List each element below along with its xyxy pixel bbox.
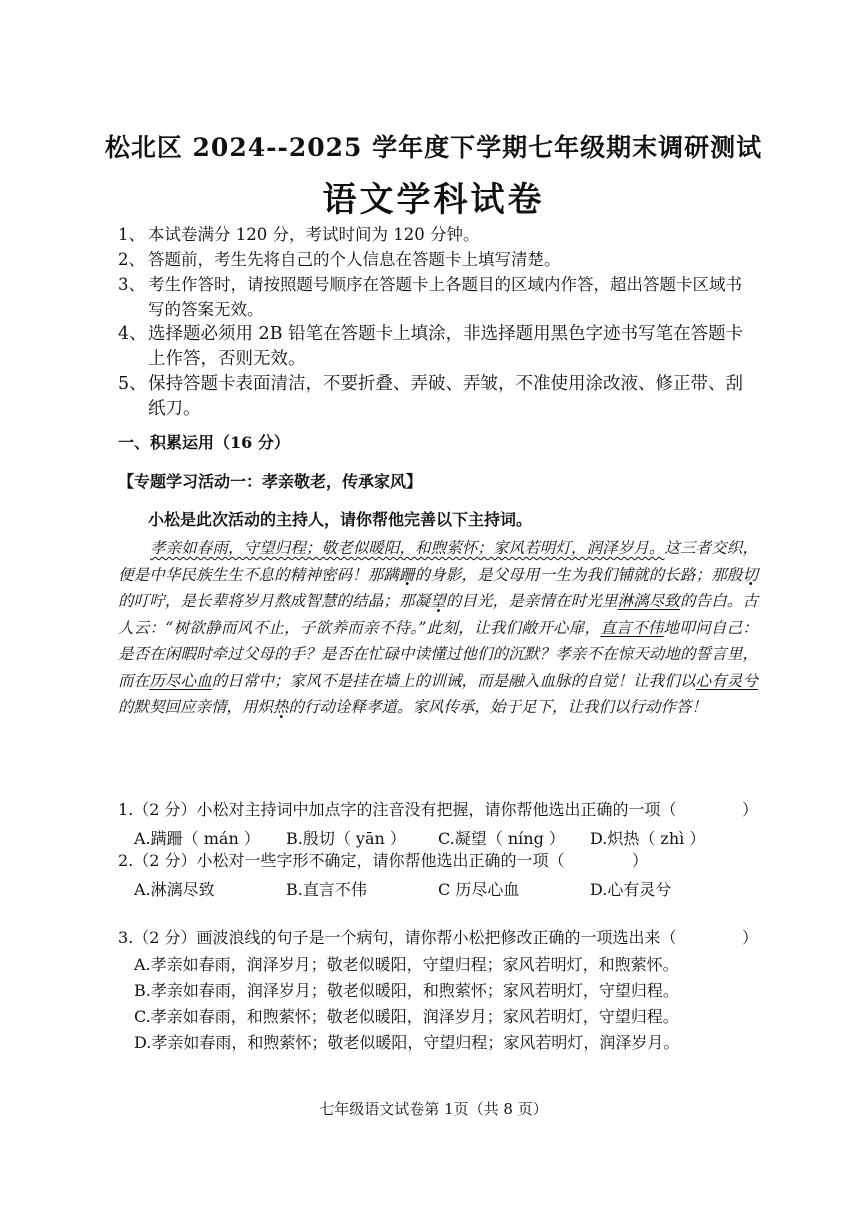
host-script-passage: 孝亲如春雨，守望归程；敬老似暖阳，和煦萦怀；家风若明灯，润泽岁月。这三者交织，便是中华民族生生不息的精神密码！那蹒跚的身影，是父母用一生为我们铺就的长路；那殷切的叮咛，是长辈将岁月熬成智慧的结晶；那凝望的目光，是亲情在时光里淋漓尽致的告白。古人云：“树欲静而风不止，子欲养而亲不待。”此刻，让我们敞开心扉，直言不伟地叩问自己：是否在闲暇时牵过父母的手？是否在忙碌中读懂过他们的沉默？孝亲不在惊天动地的誓言里，而在历尽心血的日常中；家风不是挂在墙上的训诫，而是融入血脉的自觉！让我们以心有灵兮的默契回应亲情，用炽热的行动诠释孝道。家风传承，始于足下，让我们以行动作答！ [118, 539, 758, 716]
wavy-underlined-sentence: 孝亲如春雨，守望归程；敬老似暖阳，和煦萦怀；家风若明灯，润泽岁月。 [150, 539, 665, 557]
instruction-item: 2、 答题前，考生先将自己的个人信息在答题卡上填写清楚。 [118, 250, 561, 269]
section-title: 一、积累运用（16 分） [118, 433, 290, 452]
underlined-phrase: 历尽心血 [149, 671, 212, 690]
option: D.孝亲如春雨，和煦萦怀；敬老似暖阳，守望归程；家风若明灯，润泽岁月。 [134, 1033, 680, 1052]
question-3: 3.（2 分）画波浪线的句子是一个病句，请你帮小松把修改正确的一项选出来（ ） A.孝亲如春雨，润泽岁月；敬老似暖阳，守望归程；家风若明灯，和煦萦怀。 B.孝亲如春雨，润泽岁月；敬老似暖阳，和煦萦怀；家风若明灯，守望归程。 C.孝亲如春雨，和煦萦怀；敬老似暖阳，润泽岁月；家风若明灯，守望归程。 D.孝亲如春雨，和煦萦怀；敬老似暖阳，守望归程；家风若明灯，润泽岁月。 [118, 925, 758, 1056]
question-options [118, 952, 758, 1056]
option: C.孝亲如春雨，和煦萦怀；敬老似暖阳，润泽岁月；家风若明灯，守望归程。 [134, 1007, 679, 1026]
option: A.淋漓尽致 [134, 880, 215, 899]
instruction-item: 1、 本试卷满分 120 分，考试时间为 120 分钟。 [118, 225, 480, 244]
activity-intro: 小松是此次活动的主持人，请你帮他完善以下主持词。 [148, 510, 533, 529]
underlined-phrase: 直言不伟 [600, 618, 664, 637]
dotted-char: 殷 [726, 565, 743, 584]
option: A.孝亲如春雨，润泽岁月；敬老似暖阳，守望归程；家风若明灯，和煦萦怀。 [134, 955, 679, 974]
option: A.蹒跚（ mán ） [134, 829, 260, 848]
instruction-item: 5、 保持答题卡表面清洁，不要折叠、弄破、弄皱，不准使用涂改液、修正带、刮纸刀。 [118, 374, 743, 419]
option: C 历尽心血 [438, 880, 520, 899]
option: C.凝望（ níng ） [438, 829, 565, 848]
option: D.炽热（ zhì ） [590, 829, 706, 848]
dotted-char: 蹒 [383, 565, 400, 584]
underlined-phrase: 心有灵兮 [695, 671, 758, 690]
activity-title: 【专题学习活动一：孝亲敬老，传承家风】 [118, 472, 423, 491]
option: D.心有灵兮 [590, 880, 672, 899]
instruction-item: 4、 选择题必须用 2B 铅笔在答题卡上填涂，非选择题用黑色字迹书写笔在答题卡上作答，否则无效。 [118, 324, 744, 369]
dotted-char: 凝 [414, 592, 431, 610]
question-1: 1.（2 分）小松对主持词中加点字的注音没有把握，请你帮他选出正确的一项（ ） A.蹒跚（ mán ） B.殷切（ yān ） C.凝望（ níng ） D.炽热（ zhì ） [118, 800, 758, 848]
instructions [118, 222, 758, 422]
exam-title: 松北区 2024--2025 学年度下学期七年级期末调研测试 [104, 133, 763, 162]
question-options [118, 826, 758, 849]
underlined-phrase: 淋漓尽致 [617, 592, 681, 610]
dotted-char: 炽 [257, 698, 274, 716]
subject-title: 语文学科试卷 [322, 180, 545, 220]
question-options [118, 877, 758, 900]
page-footer: 七年级语文试卷第 1页（共 8 页） [319, 1100, 548, 1118]
option: B.孝亲如春雨，润泽岁月；敬老似暖阳，和煦萦怀；家风若明灯，守望归程。 [134, 981, 679, 1000]
question-2: 2.（2 分）小松对一些字形不确定，请你帮他选出正确的一项（ ） A.淋漓尽致 B.直言不伟 C 历尽心血 D.心有灵兮 [118, 848, 758, 900]
option: B.殷切（ yān ） [286, 829, 406, 848]
instruction-item: 3、 考生作答时，请按照题号顺序在答题卡上各题目的区域内作答，超出答题卡区域书写的答案无效。 [118, 275, 742, 319]
option: B.直言不伟 [286, 880, 367, 899]
